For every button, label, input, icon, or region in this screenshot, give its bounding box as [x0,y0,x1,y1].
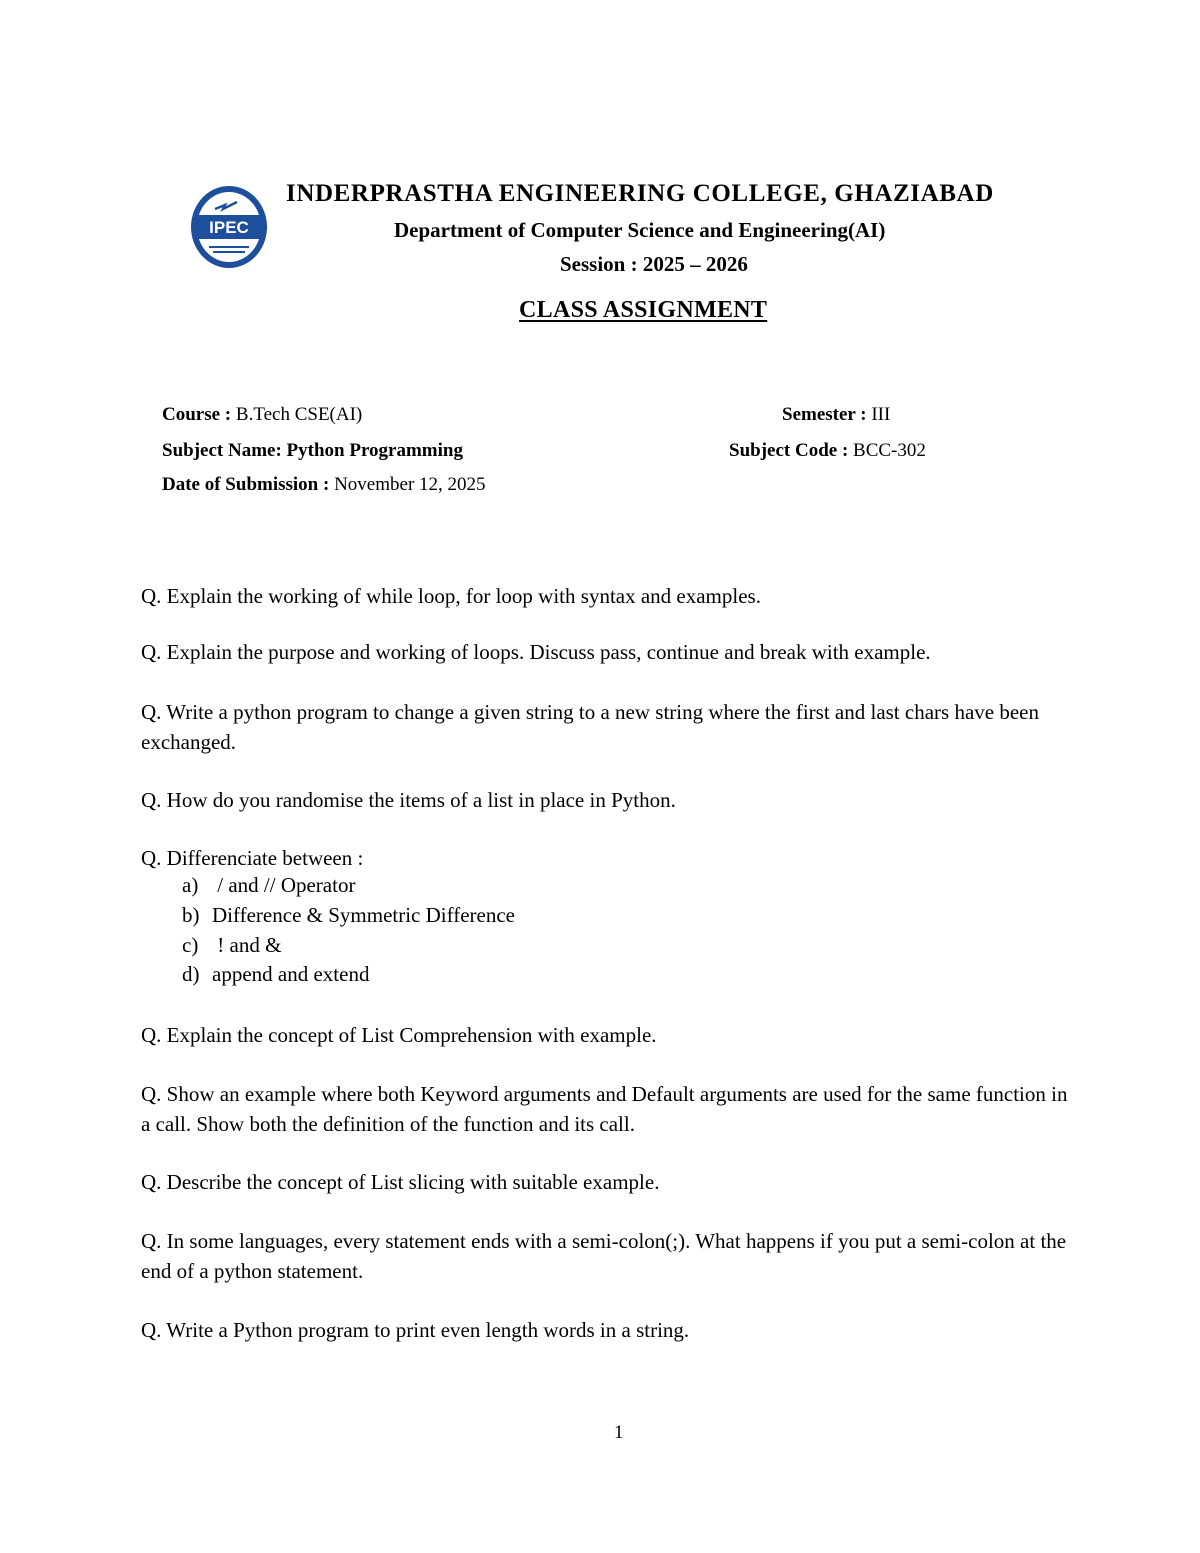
question-4: Q. How do you randomise the items of a list in place in Python. [141,788,676,812]
submission-info [162,474,486,496]
sub-item-c [182,933,281,958]
sub-item-label: b) [182,903,200,927]
question-3: Q. Write a python program to change a given string to a new string where the first and last chars have been exchanged. [141,700,1039,754]
sub-item-a [182,873,355,898]
question-8: Q. Describe the concept of List slicing with suitable example. [141,1170,660,1194]
subject-code-value: BCC-302 [853,440,926,461]
question-1: Q. Explain the working of while loop, for loop with syntax and examples. [141,584,761,608]
course-label: Course : [162,404,236,425]
college-logo [189,185,269,269]
semester-value: III [871,404,891,425]
sub-item-label: c) [182,933,199,957]
sub-item-label: d) [182,962,200,986]
sub-item-text: Difference & Symmetric Difference [212,903,516,927]
sub-item-label: a) [182,873,199,897]
question-7: Q. Show an example where both Keyword arguments and Default arguments are used for the same function in a call. Show both the definition of the function and its call. [141,1082,1068,1136]
semester-label: Semester : [782,404,872,425]
sub-item-d [182,962,369,987]
subject-label: Subject Name: Python Programming [162,440,463,461]
question-10: Q. Write a Python program to print even length words in a string. [141,1318,690,1342]
session: Session : 2025 – 2026 [560,252,748,276]
sub-item-text: ! and & [212,933,282,957]
date-value: November 12, 2025 [334,474,486,495]
question-6: Q. Explain the concept of List Comprehension with example. [141,1023,657,1047]
question-5: Q. Differenciate between : [141,846,364,870]
sub-item-b [182,903,515,928]
question-2: Q. Explain the purpose and working of loops. Discuss pass, continue and break with example. [141,640,931,664]
course-info [162,404,362,426]
subject-code-label: Subject Code : [729,440,854,461]
sub-item-text: / and // Operator [212,873,356,897]
subject-info [162,440,463,462]
course-value: B.Tech CSE(AI) [235,404,363,425]
department-name: Department of Computer Science and Engineering(AI) [394,218,886,242]
assignment-title: CLASS ASSIGNMENT [519,297,768,323]
college-name: INDERPRASTHA ENGINEERING COLLEGE, GHAZIABAD [286,180,994,207]
page-number: 1 [614,1422,624,1443]
subject-code-info [729,440,926,462]
question-9: Q. In some languages, every statement ends with a semi-colon(;). What happens if you put a semi-colon at the end of a python statement. [141,1229,1067,1283]
date-label: Date of Submission : [162,474,335,495]
semester-info [782,404,890,426]
logo-text: IPEC [209,218,249,237]
sub-item-text: append and extend [212,962,370,986]
